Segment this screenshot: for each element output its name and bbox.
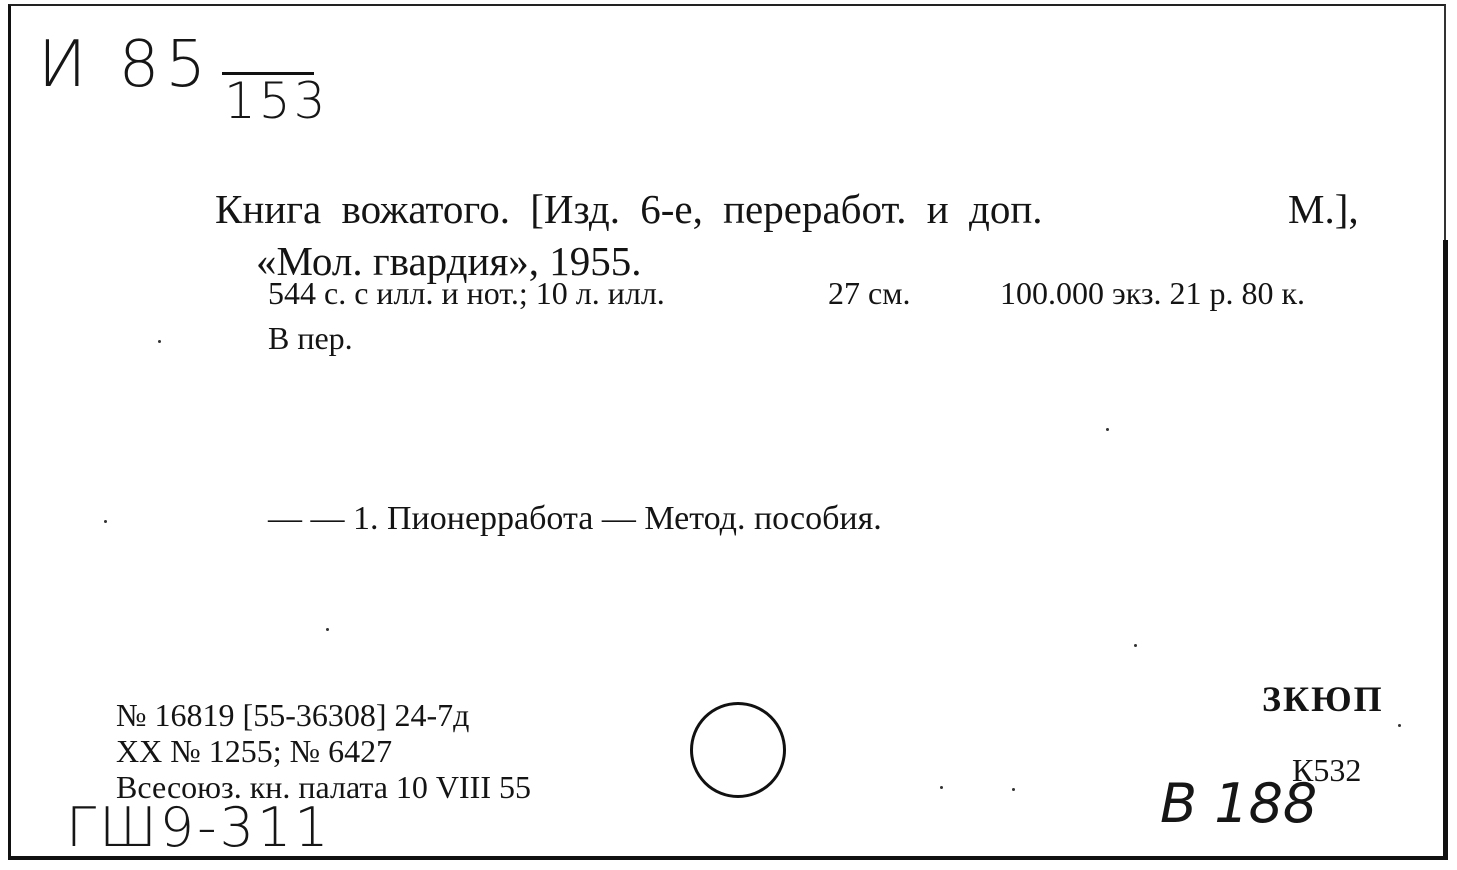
shelfmark-denominator: 153 bbox=[224, 72, 329, 130]
speck bbox=[326, 628, 329, 631]
handwritten-note-right: В 188 bbox=[1160, 772, 1318, 835]
size-note: 27 см. bbox=[828, 275, 911, 311]
card-edge bbox=[1443, 240, 1448, 860]
registry-line-1: № 16819 [55-36308] 24-7д bbox=[116, 697, 470, 733]
registry-line-2: XX № 1255; № 6427 bbox=[116, 733, 393, 769]
binding-note: В пер. bbox=[268, 320, 353, 356]
speck bbox=[1134, 644, 1137, 647]
speck bbox=[158, 340, 161, 343]
circle-stamp bbox=[690, 702, 786, 798]
edition-price: 100.000 экз. 21 р. 80 к. bbox=[1000, 275, 1306, 311]
speck bbox=[940, 786, 943, 789]
shelfmark-number: И 85 bbox=[38, 28, 213, 102]
entry-line-1-end: М.], bbox=[1288, 186, 1359, 232]
registry-line-3: Всесоюз. кн. палата 10 VIII 55 bbox=[116, 769, 531, 805]
speck bbox=[1012, 788, 1015, 791]
speck bbox=[1106, 428, 1109, 431]
code-mark: ЗКЮП bbox=[1262, 679, 1384, 719]
speck bbox=[1398, 724, 1401, 727]
entry-line-1: Книга вожатого. [Изд. 6-е, переработ. и доп. bbox=[215, 186, 1043, 232]
speck bbox=[104, 520, 107, 523]
author-mark: К532 bbox=[1292, 752, 1362, 788]
subject-heading: — — 1. Пионерработа — Метод. пособия. bbox=[268, 500, 882, 537]
handwritten-note-bottom: ГШ9-311 bbox=[66, 796, 332, 859]
physical-description: 544 с. с илл. и нот.; 10 л. илл. bbox=[268, 275, 665, 311]
entry-line-2: «Мол. гвардия», 1955. bbox=[256, 238, 642, 284]
